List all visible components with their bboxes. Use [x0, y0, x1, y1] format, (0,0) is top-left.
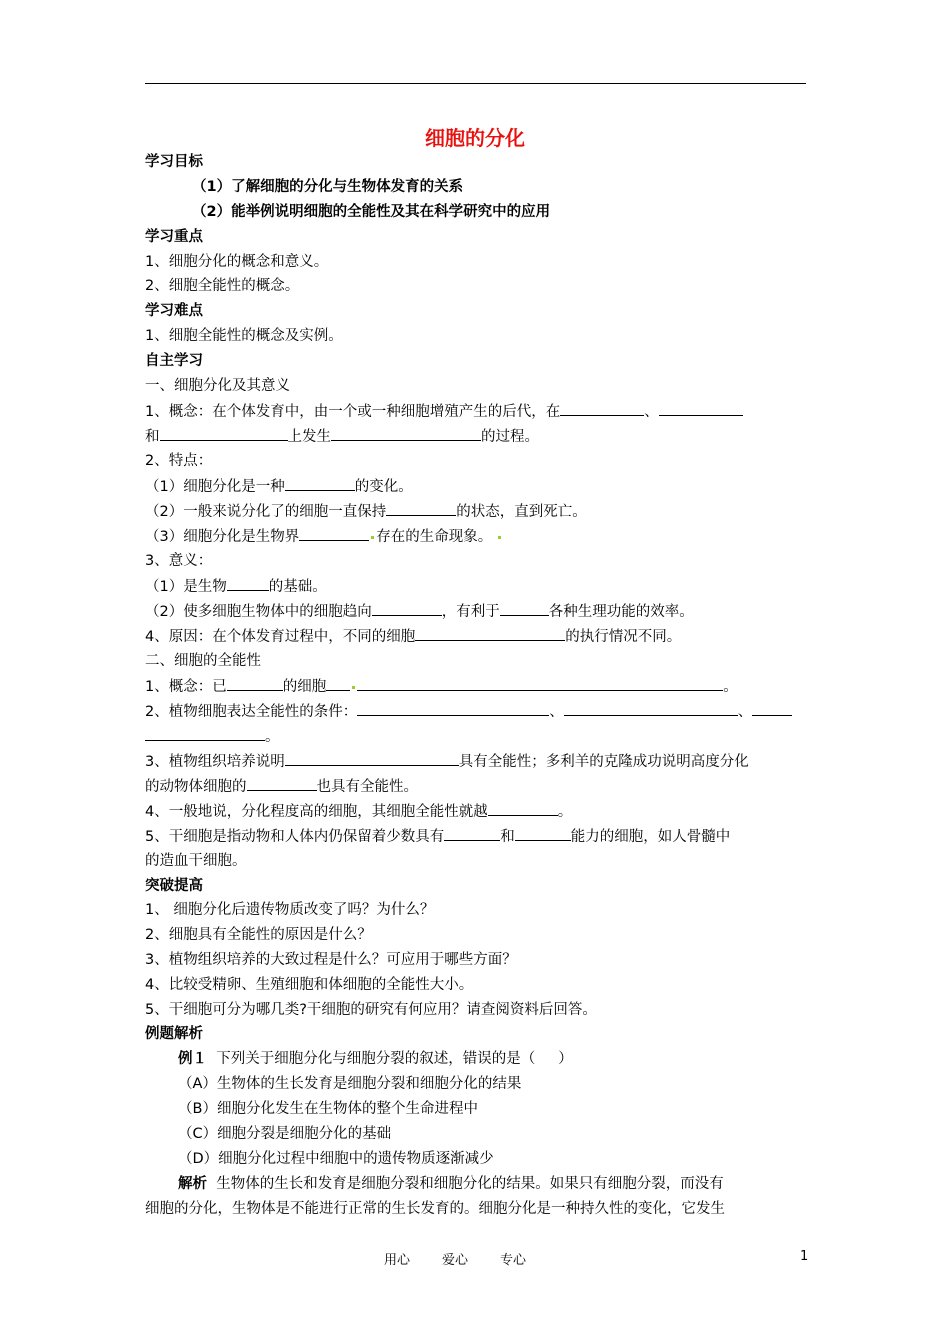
question-3: 3、植物组织培养的大致过程是什么？可应用于哪些方面？ — [145, 952, 517, 968]
section-heading-improve: 突破提高 — [145, 878, 203, 894]
stem-cell-line — [145, 826, 730, 847]
features-label: 2、特点： — [145, 453, 213, 469]
analysis-label: 解析 — [178, 1176, 207, 1192]
goal-item-1: （1）了解细胞的分化与生物体发育的关系 — [192, 179, 464, 195]
significance-2 — [145, 601, 694, 622]
analysis-line-1 — [178, 1174, 724, 1194]
text: ，有利于 — [441, 604, 500, 620]
footer-item: 爱心 — [442, 1253, 469, 1268]
cause-line — [145, 626, 681, 647]
section-heading-examples: 例题解析 — [145, 1026, 203, 1042]
blank-field[interactable] — [500, 601, 549, 616]
differentiation-degree-line — [145, 801, 572, 822]
feature-1 — [145, 476, 413, 497]
blank-field[interactable] — [386, 501, 456, 516]
text: 、 — [549, 704, 564, 720]
text: 。 — [265, 729, 280, 745]
goal-item-2: （2）能举例说明细胞的全能性及其在科学研究中的应用 — [192, 204, 551, 220]
blank-field[interactable] — [752, 701, 792, 716]
text: 4、原因：在个体发育过程中，不同的细胞 — [145, 629, 416, 645]
section-heading-self-study: 自主学习 — [145, 353, 203, 369]
blank-field[interactable] — [488, 801, 558, 816]
section-heading-goals: 学习目标 — [145, 154, 203, 170]
concept-line-2 — [145, 426, 539, 447]
blank-field[interactable] — [515, 826, 571, 841]
text: 4、一般地说，分化程度高的细胞，其细胞全能性就越 — [145, 804, 488, 820]
text: 的基础。 — [268, 579, 327, 595]
blank-field[interactable] — [326, 676, 350, 691]
mark-dot — [371, 536, 374, 539]
feature-3 — [145, 526, 503, 547]
plant-conditions-continued — [145, 726, 280, 747]
tissue-culture-line — [145, 751, 749, 772]
blank-field[interactable] — [299, 526, 369, 541]
key-point-1: 1、细胞分化的概念和意义。 — [145, 254, 329, 270]
text: 的细胞 — [282, 679, 327, 695]
text: 3、植物组织培养说明 — [145, 754, 285, 770]
blank-field[interactable] — [227, 676, 283, 691]
text: 各种生理功能的效率。 — [548, 604, 694, 620]
text: 能力的细胞，如人骨髓中 — [570, 829, 731, 845]
blank-field[interactable] — [285, 476, 355, 491]
text: 。 — [723, 679, 738, 695]
analysis-line-2: 细胞的分化，生物体是不能进行正常的生长发育的。细胞分化是一种持久性的变化，它发生 — [145, 1201, 725, 1217]
text: 的动物体细胞的 — [145, 779, 247, 795]
option-a: （A）生物体的生长发育是细胞分裂和细胞分化的结果 — [178, 1076, 522, 1092]
plant-conditions-line — [145, 701, 792, 722]
text: 1、概念：在个体发育中，由一个或一种细胞增殖产生的后代，在 — [145, 404, 561, 420]
text: 5、干细胞是指动物和人体内仍保留着少数具有 — [145, 829, 445, 845]
blank-field[interactable] — [160, 426, 288, 441]
key-point-2: 2、细胞全能性的概念。 — [145, 278, 300, 294]
stem-cell-continued: 的造血干细胞。 — [145, 853, 247, 869]
example-text: 下列关于细胞分化与细胞分裂的叙述，错误的是（ ） — [207, 1051, 573, 1067]
text: 2、植物细胞表达全能性的条件： — [145, 704, 358, 720]
text: （2）使多细胞生物体中的细胞趋向 — [145, 604, 372, 620]
blank-field[interactable] — [145, 726, 265, 741]
blank-field[interactable] — [357, 701, 549, 716]
totipotency-concept — [145, 676, 738, 697]
blank-field[interactable] — [564, 701, 738, 716]
blank-field[interactable] — [444, 826, 500, 841]
blank-field[interactable] — [659, 401, 743, 416]
section-heading-difficulties: 学习难点 — [145, 303, 203, 319]
text: 和 — [500, 829, 515, 845]
text: 和 — [145, 429, 160, 445]
question-4: 4、比较受精卵、生殖细胞和体细胞的全能性大小。 — [145, 977, 474, 993]
text: 的执行情况不同。 — [565, 629, 682, 645]
text: （2）一般来说分化了的细胞一直保持 — [145, 504, 387, 520]
text: （3）细胞分化是生物界 — [145, 529, 300, 545]
option-b: （B）细胞分化发生在生物体的整个生命进程中 — [178, 1101, 478, 1117]
text: 。 — [557, 804, 573, 820]
feature-2 — [145, 501, 587, 522]
page-number: 1 — [800, 1249, 809, 1264]
text: （1）细胞分化是一种 — [145, 479, 285, 495]
significance-1 — [145, 576, 327, 597]
mark-dot — [498, 536, 501, 539]
text: 的状态，直到死亡。 — [456, 504, 587, 520]
text: 存在的生命现象。 — [376, 529, 493, 545]
blank-field[interactable] — [331, 426, 481, 441]
example-label: 例１ — [178, 1051, 207, 1067]
text: （1）是生物 — [145, 579, 227, 595]
tissue-culture-continued — [145, 776, 418, 797]
question-1: 1、 细胞分化后遗传物质改变了吗？为什么？ — [145, 902, 435, 918]
option-c: （C）细胞分裂是细胞分化的基础 — [178, 1126, 392, 1142]
blank-field[interactable] — [415, 626, 565, 641]
blank-field[interactable] — [560, 401, 644, 416]
mark-dot — [352, 686, 355, 689]
example-question — [178, 1049, 573, 1069]
footer-item: 用心 — [384, 1253, 411, 1268]
footer — [384, 1249, 558, 1268]
text: 具有全能性；多利羊的克隆成功说明高度分化 — [458, 754, 749, 770]
blank-field[interactable] — [247, 776, 317, 791]
blank-field[interactable] — [357, 676, 723, 691]
blank-field[interactable] — [372, 601, 442, 616]
blank-field[interactable] — [285, 751, 459, 766]
header-rule — [145, 83, 806, 84]
option-d: （D）细胞分化过程中细胞中的遗传物质逐渐减少 — [178, 1151, 494, 1167]
part-heading-1: 一、细胞分化及其意义 — [145, 378, 290, 394]
text: 、 — [737, 704, 753, 720]
text: 1、概念：已 — [145, 679, 227, 695]
significance-label: 3、意义： — [145, 553, 213, 569]
text: 上发生 — [287, 429, 331, 445]
blank-field[interactable] — [227, 576, 269, 591]
text: 的变化。 — [354, 479, 413, 495]
page-title: 细胞的分化 — [425, 126, 525, 150]
question-5: 5、干细胞可分为哪几类?干细胞的研究有何应用？请查阅资料后回答。 — [145, 1002, 597, 1018]
footer-item: 专心 — [500, 1253, 527, 1268]
question-2: 2、细胞具有全能性的原因是什么？ — [145, 927, 372, 943]
text: 的过程。 — [481, 429, 539, 445]
concept-line-1 — [145, 401, 743, 422]
part-heading-2: 二、细胞的全能性 — [145, 653, 261, 669]
difficulty-1: 1、细胞全能性的概念及实例。 — [145, 328, 343, 344]
analysis-text: 生物体的生长和发育是细胞分裂和细胞分化的结果。如果只有细胞分裂，而没有 — [207, 1176, 724, 1192]
section-heading-key-points: 学习重点 — [145, 229, 203, 245]
text: 也具有全能性。 — [316, 779, 418, 795]
text: 、 — [644, 404, 659, 420]
